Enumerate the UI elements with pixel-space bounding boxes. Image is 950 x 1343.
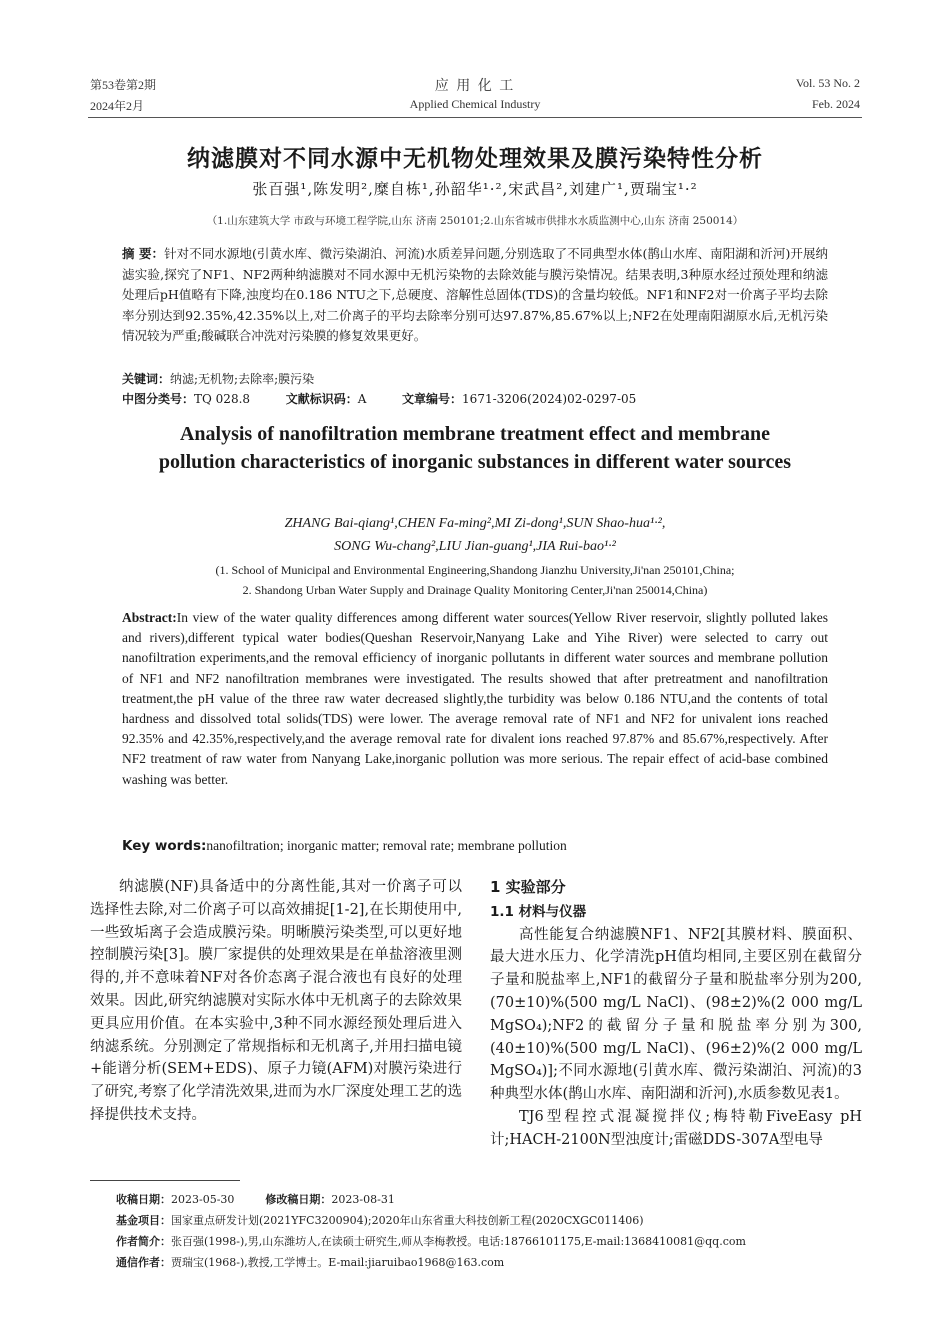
- header-date-en: Feb. 2024: [812, 97, 860, 111]
- body-right-column: [490, 876, 862, 1152]
- subsection-heading: 1.1 材料与仪器: [490, 903, 587, 920]
- revised-label: 修改稿日期：: [265, 1193, 332, 1206]
- clc-value: TQ 028.8: [194, 392, 251, 406]
- abstract-en: [122, 608, 828, 790]
- header-volume-en: Vol. 53 No. 2: [795, 76, 860, 90]
- affiliations-en: [120, 560, 830, 600]
- authors-en-line1: ZHANG Bai-qiang¹,CHEN Fa-ming²,MI Zi-dong¹,SUN Shao-hua¹·²,: [284, 516, 666, 531]
- page-title-cn: 纳滤膜对不同水源中无机物处理效果及膜污染特性分析: [187, 146, 763, 172]
- fund-label: 基金项目：: [116, 1214, 171, 1227]
- fund-text: 国家重点研发计划(2021YFC3200904);2020年山东省重大科技创新工程(2020CXGC011406): [171, 1214, 644, 1227]
- corresponding-label: 通信作者：: [116, 1256, 171, 1269]
- keywords-en-text: nanofiltration; inorganic matter; removal rate; membrane pollution: [206, 838, 567, 853]
- header-journal-cn: 应 用 化 工: [434, 79, 516, 94]
- intro-paragraph: 纳滤膜(NF)具备适中的分离性能,其对一价离子可以选择性去除,对二价离子可以高效捕捉[1-2],在长期使用中,一些致垢离子会造成膜污染。明晰膜污染类型,可以更好地控制膜污染[3]。膜厂家提供的处理效果是在单盐溶液里测得的,并不意味着NF对各价态离子混合液也有良好的处理效果。因此,研究纳滤膜对实际水体中无机离子的去除效果更具应用价值。在本实验中,3种不同水源经预处理后进入纳滤系统。分别测定了常规指标和无机离子,并用扫描电镜+能谱分析(SEM+EDS)、原子力镜(AFM)对膜污染进行了研究,考察了化学清洗效果,进而为水厂深度处理工艺的选择提供技术支持。: [90, 879, 462, 1123]
- header-journal-en: Applied Chemical Industry: [409, 97, 541, 111]
- received-label: 收稿日期：: [116, 1193, 171, 1206]
- footnote-fund: [116, 1212, 644, 1228]
- abstract-en-label: Abstract:: [122, 610, 177, 625]
- keywords-cn: [122, 370, 314, 387]
- keywords-cn-text: 纳滤;无机物;去除率;膜污染: [170, 372, 315, 386]
- authors-cn: 张百强¹,陈发明²,糜自栋¹,孙韶华¹·²,宋武昌²,刘建广¹,贾瑞宝¹·²: [252, 180, 698, 198]
- article-no-label: 文章编号：: [402, 392, 463, 406]
- body-left-column: [90, 876, 462, 1127]
- page-title-en: Analysis of nanofiltration membrane treatment effect and membrane pollution characteristics of inorganic substances in different water sources: [158, 423, 792, 473]
- doc-code-label: 文献标识码：: [285, 392, 358, 406]
- footnote-dates: [116, 1191, 395, 1207]
- clc-label: 中图分类号：: [122, 392, 195, 406]
- abstract-cn: [122, 244, 828, 347]
- section-heading: 1 实验部分: [490, 878, 566, 896]
- abstract-cn-text: 针对不同水源地(引黄水库、微污染湖泊、河流)水质差异问题,分别选取了不同典型水体(鹊山水库、南阳湖和沂河)开展纳滤实验,探究了NF1、NF2两种纳滤膜对不同水源中无机污染物的去除效能与膜污染情况。结果表明,3种原水经过预处理和纳滤处理后pH值略有下降,浊度均在0.186 NTU之下,总硬度、溶解性总固体(TDS)的含量均较低。NF1和NF2对一价离子平均去除率分别达到92.35%,42.35%以上,对二价离子的平均去除率分别可达97.87%,85.67%以上;NF2在处理南阳湖原水后,无机污染情况较为严重;酸碱联合冲洗对污染膜的修复效果更好。: [122, 246, 829, 343]
- doc-code-value: A: [357, 392, 367, 406]
- affiliations-en-line2: 2. Shandong Urban Water Supply and Drainage Quality Monitoring Center,Ji'nan 250014,China): [242, 583, 708, 597]
- instruments-paragraph: TJ6型程控式混凝搅拌仪;梅特勒FiveEasy pH计;HACH-2100N型浊度计;雷磁DDS-307A型电导: [490, 1108, 862, 1148]
- received-date: 2023-05-30: [171, 1193, 235, 1206]
- materials-paragraph: 高性能复合纳滤膜NF1、NF2[其膜材料、膜面积、最大进水压力、化学清洗pH值均相同,主要区别在截留分子量和脱盐率上,NF1的截留分子量和脱盐率分别为200,(70±10)%(500 mg/L NaCl)、(98±2)%(2 000 mg/L MgSO₄);NF2的截留分子量和脱盐率分别为300,(40±10)%(500 mg/L NaCl)、(96±2)%(2 000 mg/L MgSO₄)];不同水源地(引黄水库、微污染湖泊、河流)的3种典型水体(鹊山水库、南阳湖和沂河),水质参数见表1。: [490, 926, 862, 1103]
- authors-en: [150, 512, 800, 558]
- article-no-value: 1671-3206(2024)02-0297-05: [462, 392, 637, 406]
- author-bio-label: 作者简介：: [116, 1235, 171, 1248]
- author-bio-text: 张百强(1998-),男,山东潍坊人,在读硕士研究生,师从李梅教授。电话:18766101175,E-mail:1368410081@qq.com: [171, 1235, 746, 1248]
- abstract-en-text: In view of the water quality differences among different water sources(Yellow River reservoir, slightly polluted lakes and rivers),different typical water bodies(Queshan Reservoir,Nanyang Lake and Yihe River) were selected to carry out nanofiltration experiments,and the removal efficiency of inorganic pollutants in different water sources and membrane pollution of NF1 and NF2 nanofiltration membranes were investigated. The results showed that after pretreatment and nanofiltration treatment,the pH value of the three raw water decreased slightly,the turbidity was below 0.186 NTU,and the contents of total hardness and dissolved total solids(TDS) were lower. The average removal rate of NF1 and NF2 for univalent ions reached 92.35% and 42.35%,respectively,and the average removal rate for divalent ions reached 97.87% and 85.67%,respectively. After NF2 treatment of raw water from Nanyang Lake,inorganic pollution was more serious. The repair effect of acid-base combined washing was better.: [122, 610, 828, 787]
- footnote-rule: [90, 1180, 240, 1181]
- keywords-en: [122, 838, 567, 854]
- authors-en-line2: SONG Wu-chang²,LIU Jian-guang¹,JIA Rui-bao¹·²: [334, 539, 616, 554]
- affiliations-cn: （1.山东建筑大学 市政与环境工程学院,山东 济南 250101;2.山东省城市供排水水质监测中心,山东 济南 250014）: [206, 215, 744, 227]
- corresponding-text: 贾瑞宝(1968-),教授,工学博士。E-mail:jiaruibao1968@163.com: [171, 1256, 505, 1269]
- header-rule: [88, 117, 862, 118]
- affiliations-en-line1: (1. School of Municipal and Environmental Engineering,Shandong Jianzhu University,Ji'nan 250101,China;: [215, 563, 735, 577]
- revised-date: 2023-08-31: [331, 1193, 395, 1206]
- classification-line: [122, 390, 828, 407]
- header-volume-cn: 第53卷第2期: [90, 78, 157, 92]
- footnote-author: [116, 1233, 746, 1249]
- abstract-cn-label: 摘 要：: [122, 246, 165, 261]
- footnote-correspondence: [116, 1254, 504, 1270]
- keywords-en-label: Key words:: [122, 838, 207, 854]
- keywords-cn-label: 关键词：: [122, 372, 171, 386]
- header-date-cn: 2024年2月: [90, 99, 145, 113]
